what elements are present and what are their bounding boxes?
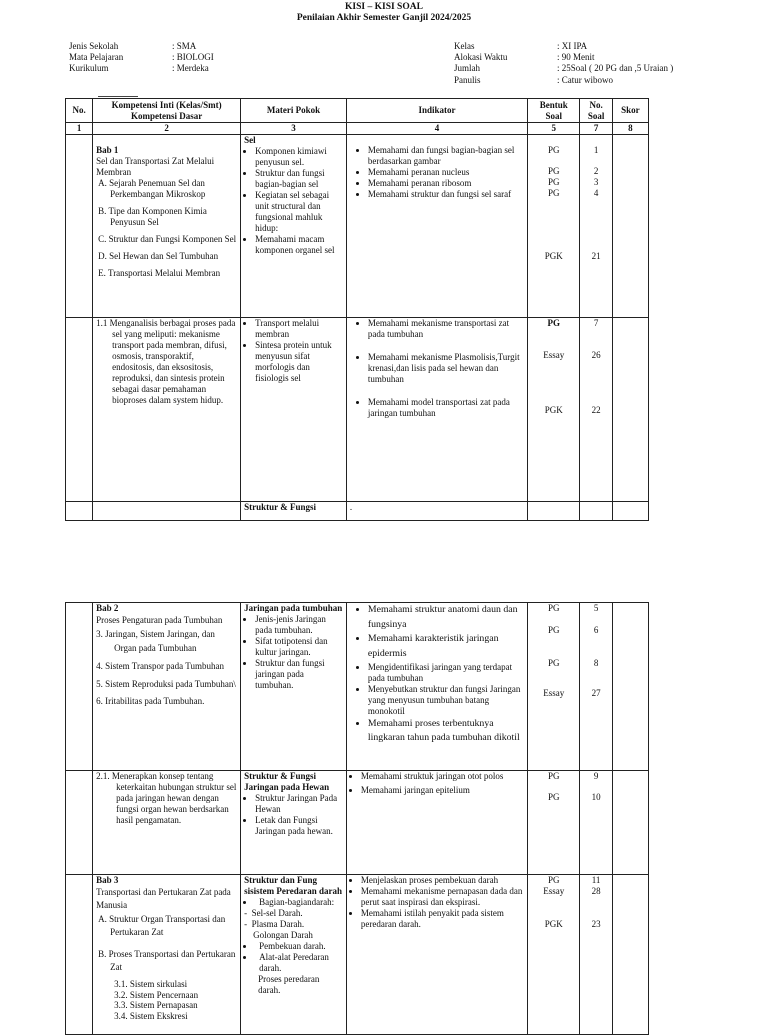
cell-indikator: [346, 603, 527, 771]
cell-nosoal: [580, 771, 612, 875]
list-item: • Memahami mekanisme transportasi zat pada tumbuhan: [368, 318, 524, 340]
bab-subtitle: Transportasi dan Pertukaran Zat pada Manusia: [96, 886, 231, 911]
bentuk-value: PG: [548, 875, 560, 885]
materi-dash-item: - Plasma Darah.: [244, 918, 305, 929]
cell-materi: [241, 603, 347, 771]
cell-nosoal: [580, 501, 612, 520]
materi-list: [244, 897, 343, 908]
meta-value: : Catur wibowo: [557, 74, 613, 85]
materi-list: [244, 146, 343, 256]
cell-bentuk: [528, 771, 580, 875]
indikator-list: [350, 875, 524, 930]
nosoal-value: 9: [593, 771, 599, 781]
meta-row: [69, 52, 214, 63]
cell-bentuk: [528, 501, 580, 520]
bab-item: B. Proses Transportasi dan Pertukaran Zat: [98, 948, 236, 973]
materi-dash-text: Sel-sel Darah.: [251, 907, 303, 918]
meta-row: [69, 41, 214, 52]
table-row-kd11: [66, 317, 649, 501]
cell-kompetensi: [93, 134, 241, 317]
list-item: • Menyebutkan struktur dan fungsi Jaringan yang menyusun tumbuhan batang monokotil: [368, 684, 524, 717]
cell-nosoal: [580, 134, 612, 317]
cell-indikator: .: [346, 501, 527, 520]
list-item: • Letak dan Fungsi Jaringan pada hewan.: [255, 815, 343, 837]
table-row-bab2: [66, 603, 649, 771]
bab-item: C. Struktur dan Fungsi Komponen Sel: [98, 233, 237, 244]
bentuk-value: PG: [548, 791, 560, 802]
list-item: • Alat-alat Peredaran darah.: [255, 952, 343, 974]
meta-left: [69, 41, 214, 75]
colnum: 7: [580, 123, 612, 135]
list-item: • Bagian-bagiandarah:: [255, 897, 343, 908]
bentuk-value: PGK: [544, 250, 563, 261]
materi-list: [244, 318, 343, 384]
meta-row: [454, 41, 673, 52]
cell-no: [66, 875, 93, 1035]
materi-text: Golongan Darah: [253, 929, 313, 940]
cell-materi: [241, 134, 347, 317]
cell-skor: [612, 134, 648, 317]
meta-right: [454, 41, 673, 86]
nosoal-value: 10: [591, 791, 601, 802]
cell-no: [66, 317, 93, 501]
bentuk-value: PG: [548, 657, 560, 668]
bentuk-value: Essay: [543, 687, 565, 698]
meta-value: : BIOLOGI: [172, 52, 214, 63]
meta-row: [454, 63, 673, 74]
list-item: • Memahami dan fungsi bagian-bagian sel berdasarkan gambar: [368, 145, 524, 167]
header-bentuk: Bentuk Soal: [528, 99, 580, 123]
header-row: [66, 99, 649, 123]
bab-subtitle: Sel dan Transportasi Zat Melalui Membran: [96, 155, 215, 177]
meta-value: : 90 Menit: [557, 52, 595, 63]
nosoal-value: 4: [593, 187, 599, 198]
list-item: • Kegiatan sel sebagai unit structural dan fungsional mahluk hidup:: [255, 190, 343, 234]
bab-subitem: 3.2. Sistem Pencernaan: [114, 989, 199, 1000]
nosoal-value: 11: [591, 875, 601, 885]
bab-item: 3. Jaringan, Sistem Jaringan, dan Organ pada Tumbuhan: [96, 628, 215, 653]
colnum: 3: [241, 123, 347, 135]
cell-nosoal: [580, 603, 612, 771]
cell-materi: [241, 771, 347, 875]
list-item: • Struktur dan fungsi jaringan pada tumbuhan.: [255, 658, 343, 691]
cell-kompetensi: [93, 771, 241, 875]
nosoal-value: 1: [593, 144, 599, 155]
bentuk-value: PG: [548, 176, 560, 187]
nosoal-value: 8: [593, 657, 599, 668]
nosoal-value: 5: [593, 603, 599, 613]
cell-bentuk: [528, 875, 580, 1035]
indikator-list: [350, 145, 524, 200]
table-row-footer: [66, 501, 649, 520]
list-item: • Komponen kimiawi penyusun sel.: [255, 146, 343, 168]
nosoal-value: 23: [591, 918, 601, 929]
cell-skor: [612, 771, 648, 875]
bab-title: Bab 3: [96, 875, 119, 885]
cell-indikator: [346, 771, 527, 875]
list-item: • Memahami mekanisme Plasmolisis,Turgit krenasi,dan lisis pada sel hewan dan tumbuhan: [368, 352, 524, 385]
cell-bentuk: [528, 603, 580, 771]
list-item: • Memahami karakteristik jaringan epidermis: [368, 632, 524, 661]
list-item: • Memahami istilah penyakit pada sistem peredaran darah.: [361, 908, 524, 930]
list-item: • Sifat totipotensi dan kultur jaringan.: [255, 636, 343, 658]
kisi-table-2: [65, 602, 649, 1035]
list-item: • Memahami proses terbentuknya lingkaran tahun pada tumbuhan dikotil: [368, 717, 524, 746]
list-item: • Sintesa protein untuk menyusun sifat morfologis dan fisiologis sel: [255, 340, 343, 384]
cell-no: [66, 501, 93, 520]
indikator-list: [350, 318, 524, 419]
header-no: No.: [66, 99, 93, 123]
bentuk-value: Essay: [543, 885, 565, 896]
cell-indikator: [346, 875, 527, 1035]
cell-kompetensi: [93, 317, 241, 501]
bab-item: A. Struktur Organ Transportasi dan Pertukaran Zat: [98, 913, 226, 938]
bentuk-value: PG: [547, 317, 561, 328]
bentuk-value: PGK: [544, 404, 563, 415]
materi-list: [244, 614, 343, 691]
table-row-bab3: [66, 875, 649, 1035]
column-number-row: [66, 123, 649, 135]
nosoal-value: 22: [591, 404, 601, 415]
meta-value: : SMA: [172, 41, 197, 51]
bab-subtitle: Proses Pengaturan pada Tumbuhan: [96, 614, 223, 625]
meta-key: Kurikulum: [69, 63, 109, 74]
list-item: • Memahami mekanisme pernapasan dada dan perut saat inspirasi dan ekspirasi.: [361, 886, 524, 908]
colnum: 8: [612, 123, 648, 135]
cell-indikator: [346, 317, 527, 501]
meta-key: Jenis Sekolah: [69, 41, 119, 51]
meta-value: : Merdeka: [172, 63, 209, 74]
meta-key: Mata Pelajaran: [69, 52, 124, 63]
list-item: • Memahami struktur dan fungsi sel saraf: [368, 189, 524, 200]
colnum: 1: [66, 123, 93, 135]
bentuk-value: PG: [548, 603, 560, 613]
nosoal-value: 7: [593, 317, 599, 328]
title-line-2: Penilaian Akhir Semester Ganjil 2024/2025: [296, 13, 472, 23]
meta-key: Alokasi Waktu: [454, 52, 508, 63]
meta-row: [454, 52, 673, 63]
bentuk-value: PG: [548, 624, 560, 635]
materi-title: Sel: [244, 134, 256, 145]
colnum: 4: [346, 123, 527, 135]
cell-materi: [241, 317, 347, 501]
list-item: • Memahami struktuk jaringan otot polos: [361, 771, 524, 782]
list-item: • Struktur Jaringan Pada Hewan: [255, 793, 343, 815]
indikator-list: [350, 603, 524, 746]
bentuk-value: PG: [548, 165, 560, 176]
nosoal-value: 28: [591, 885, 601, 896]
materi-title: Jaringan pada tumbuhan: [244, 603, 343, 613]
colnum: 2: [93, 123, 241, 135]
list-item: • Memahami peranan nucleus: [368, 167, 524, 178]
bab-item: E. Transportasi Melalui Membran: [98, 267, 221, 278]
header-nosoal: No. Soal: [580, 99, 612, 123]
list-item: • Menjelaskan proses pembekuan darah: [361, 875, 524, 886]
list-item: • Memahami macam komponen organel sel: [255, 234, 343, 256]
materi-dash-item: - Sel-sel Darah.: [244, 907, 303, 918]
cell-materi: Struktur & Fungsi: [241, 501, 347, 520]
cell-skor: [612, 317, 648, 501]
meta-row: [69, 63, 214, 74]
meta-key: Kelas: [454, 41, 475, 51]
signature-underline: [98, 96, 138, 97]
bab-title: Bab 1: [96, 144, 119, 155]
kd-text: 2.1. Menerapkan konsep tentang keterkaitan hubungan struktur sel pada jaringan hewan dengan fungsi organ hewan berdsarkan hasil pengamatan.: [96, 771, 237, 825]
bab-subitem: 3.4. Sistem Ekskresi: [114, 1011, 188, 1022]
materi-text: Proses peredaran darah.: [258, 973, 320, 995]
header-materi: Materi Pokok: [241, 99, 347, 123]
list-item: • Jenis-jenis Jaringan pada tumbuhan.: [255, 614, 343, 636]
nosoal-value: 3: [593, 176, 599, 187]
list-item: • Struktur dan fungsi bagian-bagian sel: [255, 168, 343, 190]
cell-bentuk: [528, 317, 580, 501]
title-line-1: KISI – KISI SOAL: [345, 2, 423, 12]
meta-key: Jumlah: [454, 63, 480, 74]
list-item: • Memahami struktur anatomi daun dan fungsinya: [368, 603, 524, 632]
table-row-kd21: [66, 771, 649, 875]
materi-title: Struktur & Fungsi Jaringan pada Hewan: [244, 771, 330, 792]
nosoal-value: 27: [591, 687, 601, 698]
materi-list: [244, 793, 343, 837]
bentuk-value: PG: [548, 771, 560, 781]
nosoal-value: 2: [593, 165, 599, 176]
list-item: • Memahami jaringan epitelium: [361, 785, 524, 796]
bab-item: 4. Sistem Transpor pada Tumbuhan: [96, 660, 224, 671]
cell-nosoal: [580, 317, 612, 501]
bab-subitem: 3.1. Sistem sirkulasi: [114, 978, 188, 989]
list-item: • Pembekuan darah.: [255, 941, 343, 952]
cell-no: [66, 603, 93, 771]
cell-kompetensi: [93, 501, 241, 520]
bentuk-value: Essay: [543, 349, 565, 360]
nosoal-value: 26: [591, 349, 601, 360]
cell-indikator: [346, 134, 527, 317]
bentuk-value: PG: [548, 187, 560, 198]
cell-materi: [241, 875, 347, 1035]
list-item: • Transport melalui membran: [255, 318, 343, 340]
meta-value: : XI IPA: [557, 41, 588, 51]
materi-title: Struktur dan Fung sisistem Peredaran darah: [244, 875, 342, 896]
cell-bentuk: [528, 134, 580, 317]
nosoal-value: 21: [591, 250, 601, 261]
cell-kompetensi: [93, 603, 241, 771]
cell-no: [66, 134, 93, 317]
header-indikator: Indikator: [346, 99, 527, 123]
bab-item: 6. Iritabilitas pada Tumbuhan.: [96, 696, 205, 707]
meta-value: : 25Soal ( 20 PG dan ,5 Uraian ): [557, 63, 674, 74]
materi-dash-text: Plasma Darah.: [251, 918, 305, 929]
list-item: • Memahami peranan ribosom: [368, 178, 524, 189]
header-skor: Skor: [612, 99, 648, 123]
list-item: • Memahami model transportasi zat pada jaringan tumbuhan: [368, 397, 524, 419]
header-kompetensi: Kompetensi Inti (Kelas/Smt) Kompetensi Dasar: [93, 99, 241, 123]
bentuk-value: PG: [548, 144, 560, 155]
bab-item: B. Tipe dan Komponen Kimia Penyusun Sel: [98, 205, 207, 227]
indikator-list: [350, 771, 524, 796]
colnum: 5: [528, 123, 580, 135]
bab-title: Bab 2: [96, 603, 119, 613]
bentuk-value: PGK: [544, 918, 563, 929]
meta-key: Panulis: [454, 74, 481, 85]
cell-skor: [612, 501, 648, 520]
cell-skor: [612, 875, 648, 1035]
materi-list: [244, 941, 343, 974]
list-item: • Mengidentifikasi jaringan yang terdapat pada tumbuhan: [368, 662, 524, 684]
table-row-bab1: [66, 134, 649, 317]
cell-nosoal: [580, 875, 612, 1035]
bab-item: D. Sel Hewan dan Sel Tumbuhan: [98, 250, 219, 261]
document-title: [0, 2, 768, 24]
bab-subitem: 3.3. Sistem Pernapasan: [114, 1000, 198, 1011]
bab-item: A. Sejarah Penemuan Sel dan Perkembangan Mikroskop: [98, 177, 206, 199]
cell-no: [66, 771, 93, 875]
meta-row: [454, 75, 673, 86]
kisi-table-1: [65, 98, 649, 521]
bab-subitems: [96, 979, 237, 1022]
cell-skor: [612, 603, 648, 771]
cell-kompetensi: [93, 875, 241, 1035]
bab-item: 5. Sistem Reproduksi pada Tumbuhan\: [96, 678, 236, 689]
kd-text: 1.1 Menganalisis berbagai proses pada sel yang meliputi: mekanisme transport pada membran, difusi, osmosis, transporaktif, endositosis, dan eksositosis, reproduksi, dan sintesis protein sebagai dasar pemahaman bioproses dalam system hidup.: [96, 317, 236, 405]
nosoal-value: 6: [593, 624, 599, 635]
